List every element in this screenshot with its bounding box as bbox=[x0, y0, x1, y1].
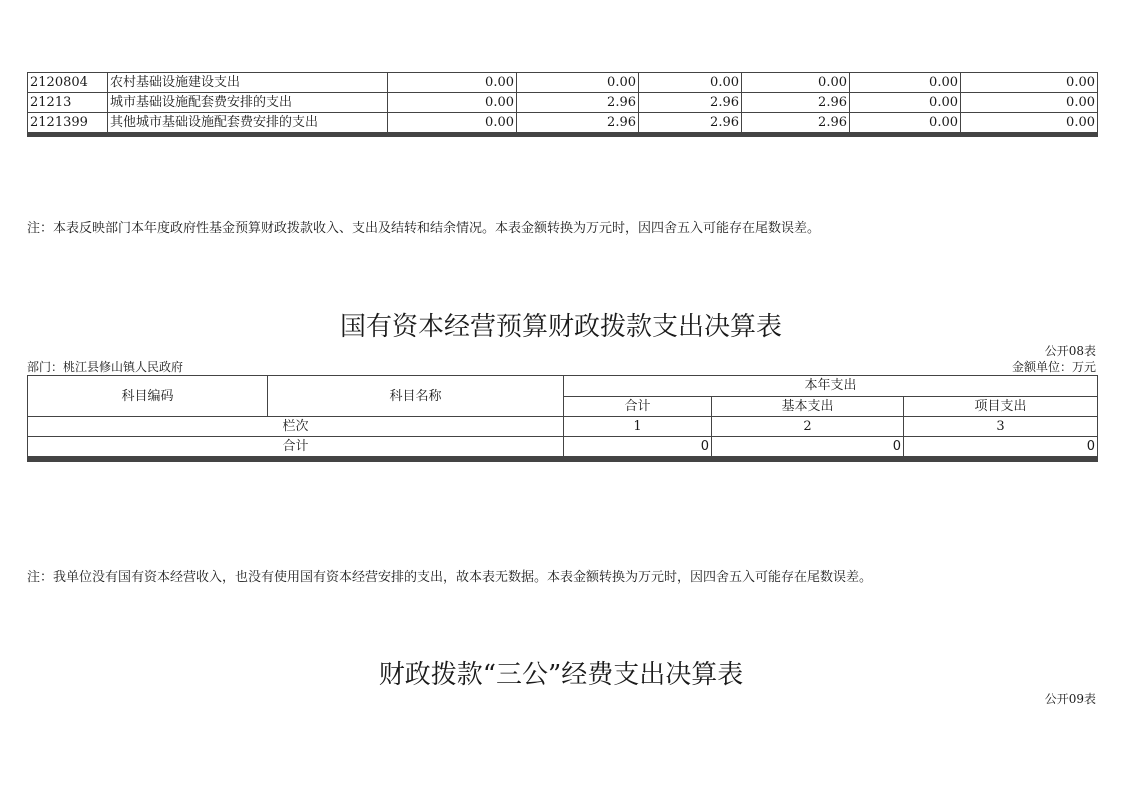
header-basic: 基本支出 bbox=[712, 396, 904, 417]
government-fund-table bbox=[27, 72, 1098, 137]
header-row bbox=[28, 376, 1098, 397]
cell-value: 0.00 bbox=[850, 73, 961, 93]
sum-value: 0 bbox=[904, 437, 1098, 457]
column-number-row bbox=[28, 417, 1098, 437]
cell-value: 0.00 bbox=[388, 113, 517, 133]
table1-note: 注：本表反映部门本年度政府性基金预算财政拨款收入、支出及结转和结余情况。本表金额转换为万元时，因四舍五入可能存在尾数误差。 bbox=[27, 221, 821, 236]
column-number: 2 bbox=[712, 417, 904, 437]
empty-row bbox=[28, 136, 1098, 137]
cell-value: 2.96 bbox=[639, 93, 742, 113]
cell-value: 0.00 bbox=[517, 73, 639, 93]
column-number: 1 bbox=[564, 417, 712, 437]
column-label: 栏次 bbox=[28, 417, 564, 437]
cell-value: 2.96 bbox=[517, 93, 639, 113]
cell-value: 2.96 bbox=[742, 93, 850, 113]
subject-code: 21213 bbox=[28, 93, 108, 113]
table3-form-number: 公开09表 bbox=[1044, 692, 1096, 706]
cell-value: 0.00 bbox=[961, 73, 1098, 93]
cell-value: 0.00 bbox=[961, 93, 1098, 113]
cell-value: 2.96 bbox=[742, 113, 850, 133]
cell-value: 2.96 bbox=[639, 113, 742, 133]
unit-label: 金额单位：万元 bbox=[1011, 360, 1096, 374]
header-current-year: 本年支出 bbox=[564, 376, 1098, 397]
cell-value: 0.00 bbox=[388, 93, 517, 113]
cell-value: 2.96 bbox=[517, 113, 639, 133]
state-capital-table bbox=[27, 375, 1098, 462]
table-row bbox=[28, 73, 1098, 93]
sum-value: 0 bbox=[712, 437, 904, 457]
table2-title: 国有资本经营预算财政拨款支出决算表 bbox=[339, 312, 782, 342]
cell-value: 0.00 bbox=[850, 93, 961, 113]
cell-value: 0.00 bbox=[639, 73, 742, 93]
department-label: 部门：桃江县修山镇人民政府 bbox=[27, 360, 184, 374]
subject-name: 城市基础设施配套费安排的支出 bbox=[108, 93, 388, 113]
table3-title: 财政拨款“三公”经费支出决算表 bbox=[378, 660, 744, 690]
subject-name: 农村基础设施建设支出 bbox=[108, 73, 388, 93]
table2-form-number: 公开08表 bbox=[1044, 344, 1096, 358]
header-name: 科目名称 bbox=[268, 376, 564, 417]
subject-code: 2120804 bbox=[28, 73, 108, 93]
cell-value: 0.00 bbox=[742, 73, 850, 93]
empty-row bbox=[28, 461, 1098, 462]
sum-value: 0 bbox=[564, 437, 712, 457]
cell-value: 0.00 bbox=[388, 73, 517, 93]
column-number: 3 bbox=[904, 417, 1098, 437]
cell-value: 0.00 bbox=[850, 113, 961, 133]
header-project: 项目支出 bbox=[904, 396, 1098, 417]
subject-name: 其他城市基础设施配套费安排的支出 bbox=[108, 113, 388, 133]
sum-label: 合计 bbox=[28, 437, 564, 457]
cell-value: 0.00 bbox=[961, 113, 1098, 133]
header-total: 合计 bbox=[564, 396, 712, 417]
table2-note: 注：我单位没有国有资本经营收入，也没有使用国有资本经营安排的支出，故本表无数据。本表金额转换为万元时，因四舍五入可能存在尾数误差。 bbox=[27, 570, 873, 585]
header-code: 科目编码 bbox=[28, 376, 268, 417]
table-row bbox=[28, 93, 1098, 113]
table-row bbox=[28, 113, 1098, 133]
sum-row bbox=[28, 437, 1098, 457]
subject-code: 2121399 bbox=[28, 113, 108, 133]
